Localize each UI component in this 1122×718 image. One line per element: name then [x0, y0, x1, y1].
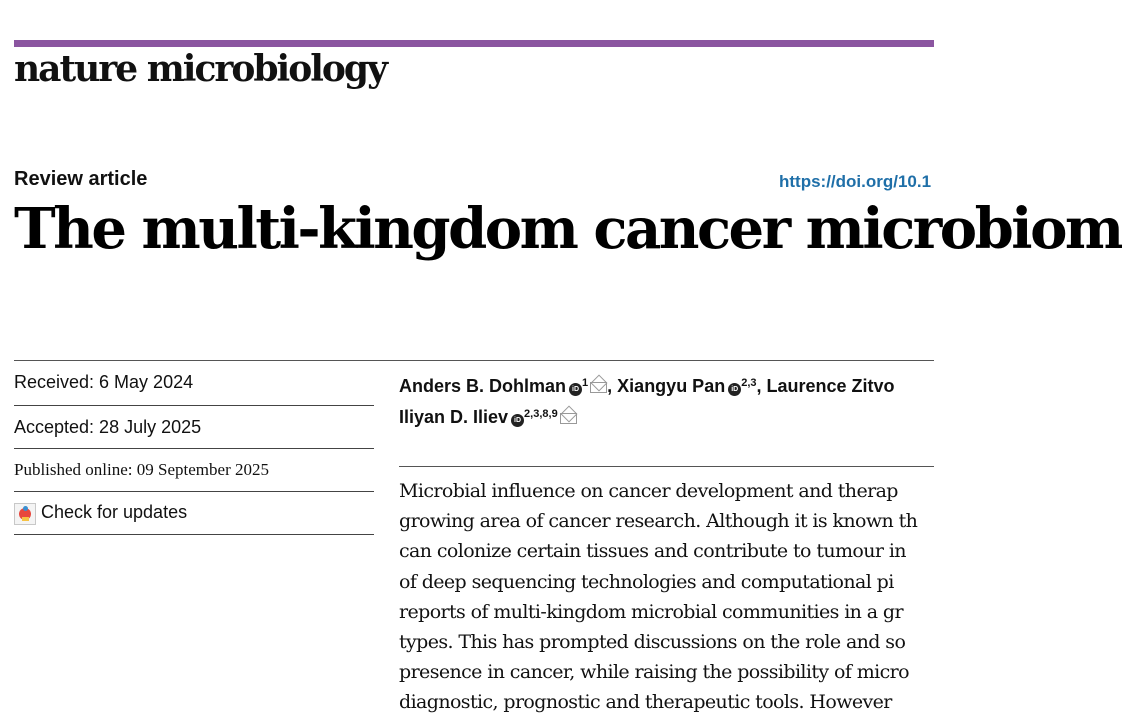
- author-separator: ,: [607, 376, 618, 396]
- accepted-date: Accepted: 28 July 2025: [14, 417, 202, 437]
- author-name[interactable]: Xiangyu Pan: [617, 376, 726, 396]
- accepted-row: [14, 406, 374, 449]
- journal-logo[interactable]: nature microbiology: [14, 48, 387, 90]
- abstract-line: growing area of cancer research. Although it is known th: [399, 510, 918, 533]
- author-line-1: [399, 369, 895, 400]
- orcid-icon[interactable]: iD: [511, 414, 524, 427]
- received-row: [14, 361, 374, 406]
- check-for-updates-icon: [14, 503, 36, 525]
- affiliation-sup: 2,3: [741, 377, 757, 389]
- abstract-line: presence in cancer, while raising the possibility of micro: [399, 661, 909, 684]
- affiliation-sup: 1: [582, 377, 589, 389]
- abstract-line: types. This has prompted discussions on the role and so: [399, 631, 906, 654]
- abstract-line: diagnostic, prognostic and therapeutic tools. However: [399, 691, 892, 714]
- author-name[interactable]: Anders B. Dohlman: [399, 376, 567, 396]
- abstract: [399, 476, 1099, 718]
- abstract-line: Microbial influence on cancer development and therap: [399, 480, 898, 502]
- abstract-line: can colonize certain tissues and contribute to tumour in: [399, 540, 906, 563]
- email-icon[interactable]: [590, 382, 607, 393]
- abstract-line: reports of multi-kingdom microbial communities in a gr: [399, 600, 903, 623]
- published-date: Published online: 09 September 2025: [14, 460, 269, 479]
- author-line-2: [399, 400, 895, 431]
- doi-link[interactable]: https://doi.org/10.1: [779, 172, 932, 191]
- article-info-panel: [14, 361, 374, 535]
- affiliation-sup: 2,3,8,9: [524, 408, 558, 420]
- author-name[interactable]: Iliyan D. Iliev: [399, 407, 509, 427]
- orcid-icon[interactable]: iD: [728, 383, 741, 396]
- abstract-line: of deep sequencing technologies and computational pi: [399, 570, 894, 593]
- check-for-updates-label: Check for updates: [41, 502, 188, 522]
- received-date: Received: 6 May 2024: [14, 372, 194, 392]
- published-row: [14, 449, 374, 492]
- article-type: Review article: [14, 168, 148, 190]
- author-separator: ,: [756, 376, 767, 396]
- orcid-icon[interactable]: iD: [569, 383, 582, 396]
- article-title: The multi-kingdom cancer microbiom: [14, 196, 1122, 262]
- journal-accent-bar: [14, 40, 934, 47]
- abstract-divider: [399, 466, 934, 467]
- author-list: [399, 369, 895, 431]
- check-for-updates-button[interactable]: [14, 492, 374, 535]
- author-name[interactable]: Laurence Zitvo: [766, 376, 895, 396]
- email-icon[interactable]: [560, 413, 577, 424]
